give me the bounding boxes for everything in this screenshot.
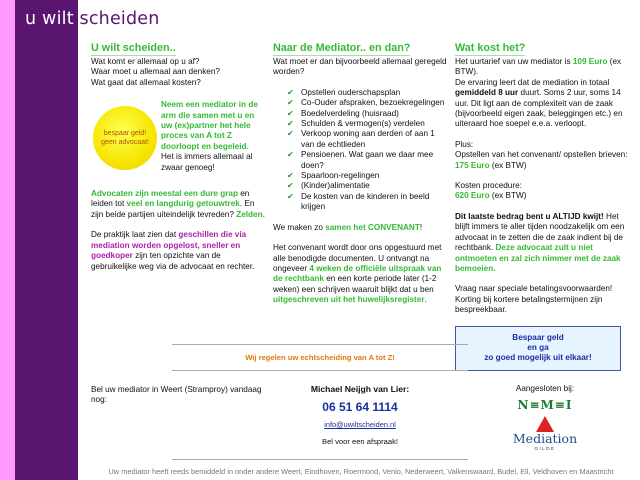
column-u-wilt-scheiden xyxy=(91,42,265,282)
column1-intro-line: Wat komt er allemaal op u af? xyxy=(91,57,200,66)
promo-box xyxy=(455,326,621,371)
conv-text: We maken zo xyxy=(273,222,326,232)
prak-text: De praktijk laat zien dat xyxy=(91,230,179,240)
divider xyxy=(172,459,468,460)
purple-side-column xyxy=(15,0,78,480)
procedure-tax: (ex BTW) xyxy=(489,191,527,201)
checklist-item-text: Spaarloon-regelingen xyxy=(301,171,380,181)
badge-line: bespaar geld! xyxy=(103,130,147,138)
exp-text: duurt. Soms 2 uur, soms 14 uur. Dit ligt aan de complexiteit van de zaak (bijvoorbeeld eigen zaak, beleggingen etc.) en uiteraard hoe soepel e.e.a. verloopt. xyxy=(455,88,623,129)
checklist-item xyxy=(287,171,447,181)
adv-text: en leiden tot xyxy=(91,189,250,209)
praktijk-paragraph xyxy=(91,230,265,272)
contact-block xyxy=(280,384,440,447)
doc-text: . xyxy=(424,295,427,305)
adv-highlight: Zelden. xyxy=(236,209,265,219)
mediator-name: Michael Neijgh van Lier: xyxy=(310,384,410,394)
nmi-logo-text: N≡M≡I xyxy=(517,398,573,413)
mediation-gilde-subword: GILDE xyxy=(534,446,556,452)
mediation-gilde-mark-icon xyxy=(536,416,554,432)
check-icon: ✔ xyxy=(287,181,294,191)
advocaten-paragraph xyxy=(91,189,265,220)
check-icon: ✔ xyxy=(287,129,294,139)
checklist-item-text: De kosten van de kinderen in beeld krijgen xyxy=(301,191,430,212)
pitch-rest: Het is immers allemaal al zwaar genoeg! xyxy=(161,152,253,172)
exp-bold: gemiddeld 8 uur xyxy=(455,88,519,98)
pitch-bold: Neem een mediator in de arm die samen met u en uw (ex)partner het hele proces van A tot Z doorloopt en begeleid. xyxy=(161,100,258,151)
mediation-gilde-word: Mediation xyxy=(512,431,578,447)
membership-block xyxy=(490,384,600,452)
plus-label: Plus: xyxy=(455,139,474,149)
site-logo[interactable] xyxy=(25,8,160,30)
rate-text: Het uurtarief van uw mediator is xyxy=(455,57,573,66)
checklist xyxy=(287,88,447,213)
doc-text: Het convenant wordt door ons opgestuurd met alle benodigde documenten. U ontvangt na ongeveer xyxy=(273,243,442,273)
plus-text: Opstellen van het convenant/ opstellen brieven: xyxy=(455,150,628,160)
last-highlight: Deze advocaat zult u niet ontmoeten en zal zich nimmer met de zaak bemoeien. xyxy=(455,243,621,273)
column2-heading: Naar de Mediator.. en dan? xyxy=(273,42,411,54)
checklist-item xyxy=(287,181,447,191)
convenant-procedure-paragraph xyxy=(273,243,447,305)
tagline: Wij regelen uw echtscheiding van A tot Z! xyxy=(245,353,395,362)
mediation-gilde-logo[interactable] xyxy=(490,416,600,452)
checklist-item-text: Schulden & vermogen(s) verdelen xyxy=(301,119,425,129)
last-bold: Dit laatste bedrag bent u ALTIJD kwijt! xyxy=(455,211,604,221)
nmi-logo[interactable] xyxy=(490,398,600,412)
doc-highlight: 4 weken de officiële uitspraak van de rechtbank xyxy=(273,263,442,284)
plus-tax: (ex BTW) xyxy=(489,160,527,170)
divider xyxy=(172,370,468,371)
prak-text: zijn ten opzichte van de gebruikelijke weg via de advocaat en rechter. xyxy=(91,251,255,271)
checklist-item-text: Verkoop woning aan derden of aan 1 van de echtlieden xyxy=(301,129,435,149)
doc-highlight: uitgeschreven uit het huwelijksregister xyxy=(273,295,425,305)
convenant-line xyxy=(273,223,447,233)
promo-line: Bespaar geld xyxy=(512,332,564,342)
plus-block xyxy=(455,140,635,171)
column1-intro-line: Wat gaat dat allemaal kosten? xyxy=(91,77,201,87)
rate-price: 109 Euro xyxy=(572,57,608,66)
column-wat-kost-het xyxy=(455,42,635,371)
procedure-label: Kosten procedure: xyxy=(455,181,522,191)
column3-heading: Wat kost het? xyxy=(455,42,526,54)
column1-heading: U wilt scheiden.. xyxy=(91,42,176,54)
procedure-price: 620 Euro xyxy=(455,191,490,201)
rate-text: (ex BTW). xyxy=(455,57,622,77)
checklist-item xyxy=(287,98,447,108)
checklist-item xyxy=(287,150,447,171)
plus-price: 175 Euro xyxy=(455,160,490,170)
checklist-item xyxy=(287,109,447,119)
conv-text: ! xyxy=(419,222,423,232)
checklist-item xyxy=(287,119,447,129)
logo-text-purple: scheiden xyxy=(79,9,160,29)
column-naar-de-mediator xyxy=(273,42,447,316)
membership-label: Aangesloten bij: xyxy=(515,384,575,393)
mediator-pitch xyxy=(161,100,259,173)
checklist-item-text: Co-Ouder afspraken, bezoekregelingen xyxy=(301,98,445,108)
check-icon: ✔ xyxy=(287,150,294,160)
conv-highlight: samen het CONVENANT xyxy=(325,222,420,232)
check-icon: ✔ xyxy=(287,87,294,97)
appointment-text: Bel voor een afspraak! xyxy=(322,436,398,446)
doc-text: en een korte periode later (1-2 weken) een schrijven waaruit blijkt dat u ben xyxy=(273,274,437,294)
footer-text: Uw mediator heeft reeds bemiddeld in onder andere Weert, Eindhoven, Roermond, Venlo, Nederweert, Valkenswaard, Budel, Ell, Veldhoven en Maastricht xyxy=(108,467,614,476)
checklist-item-text: Pensioenen. Wat gaan we daar mee doen? xyxy=(301,150,434,170)
logo-text-white: u wilt xyxy=(25,9,74,29)
last-amount-paragraph xyxy=(455,212,635,274)
checklist-item-text: Boedelverdeling (huisraad) xyxy=(301,108,399,118)
checklist-item-text: (Kinder)alimentatie xyxy=(301,181,370,191)
adv-highlight: Advocaten zijn meestal een dure grap xyxy=(91,189,238,199)
check-icon: ✔ xyxy=(287,98,294,108)
rate-paragraph xyxy=(455,57,635,78)
divider xyxy=(172,344,468,345)
call-text: Bel uw mediator in Weert (Stramproy) vandaag nog: xyxy=(91,385,262,405)
adv-text: . En zijn beide partijen uiteindelijk tevreden? xyxy=(91,199,255,219)
column1-intro-line: Waar moet u allemaal aan denken? xyxy=(91,67,220,77)
checklist-item xyxy=(287,192,447,213)
check-icon: ✔ xyxy=(287,191,294,201)
procedure-block xyxy=(455,181,635,202)
checklist-item xyxy=(287,88,447,98)
prak-highlight: geschillen die via mediation worden opgelost, sneller en goedkoper xyxy=(91,230,247,261)
badge-line: geen advocaat! xyxy=(101,139,149,147)
checklist-item-text: Opstellen ouderschapsplan xyxy=(301,87,401,97)
experience-paragraph xyxy=(455,78,635,130)
phone-number[interactable]: 06 51 64 1114 xyxy=(322,400,398,415)
adv-highlight: veel en langdurig getouwtrek xyxy=(126,199,240,209)
checklist-item xyxy=(287,129,447,150)
column2-intro: Wat moet er dan bijvoorbeeld allemaal geregeld worden? xyxy=(273,57,447,77)
last-text: Het blijft immers te aller tijden noodzakelijk om een advocaat in te zetten die de zaak indient bij de rechtbank. xyxy=(455,211,625,253)
payment-terms-paragraph: Vraag naar speciale betalingsvoorwaarden! Korting bij kortere betalingstermijnen zijn bespreekbaar. xyxy=(455,284,613,315)
exp-text: De ervaring leert dat de mediation in totaal xyxy=(455,77,610,87)
bespaar-geld-badge xyxy=(93,106,157,170)
email-link[interactable]: info@uwiltscheiden.nl xyxy=(324,420,396,430)
promo-line: zo goed mogelijk uit elkaar! xyxy=(484,353,592,363)
check-icon: ✔ xyxy=(287,171,294,181)
check-icon: ✔ xyxy=(287,108,294,118)
badge-block xyxy=(91,100,265,173)
pink-side-strip xyxy=(0,0,15,480)
promo-line: en ga xyxy=(527,342,549,352)
check-icon: ✔ xyxy=(287,119,294,129)
